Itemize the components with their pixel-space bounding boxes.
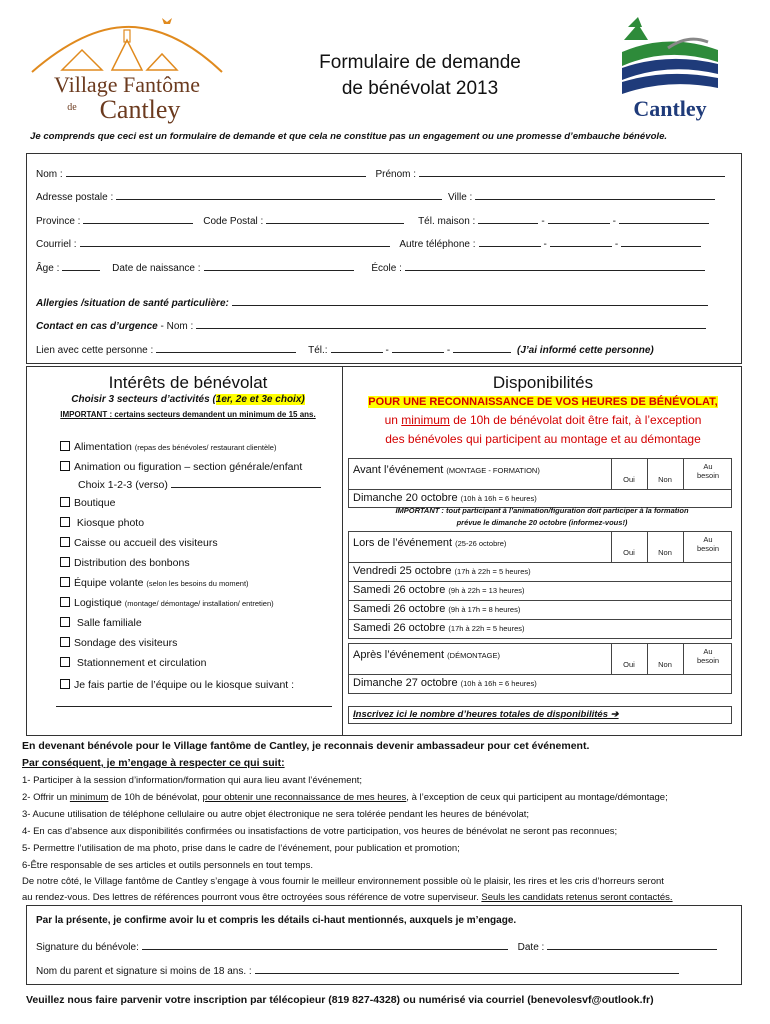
item2-minimum: minimum [69,792,109,803]
important-note-line-2: prévue le dimanche 20 octobre (informez-vous!) [456,518,628,527]
field-province[interactable] [83,214,193,224]
label-prenom: Prénom : [375,169,417,180]
label-date-naissance: Date de naissance : [112,263,201,274]
form-title [300,50,540,102]
row-age [36,261,708,274]
sector-boutique[interactable] [60,497,115,509]
table-lors-header [349,532,731,562]
label-parent: Nom du parent et signature si moins de 18 ans. : [36,966,252,977]
dispo-title: Disponibilités [492,373,594,392]
table-row [349,674,731,693]
footer-instructions: Veuillez nous faire parvenir votre inscription par télécopieur (819 827-4328) ou numérisé via courriel (benevolesvf@outlook.fr) [26,994,654,1006]
field-autre-tel-3[interactable] [621,237,701,247]
field-parent[interactable] [255,964,679,974]
field-tel-contact-1[interactable] [331,343,383,353]
cantley-municipal-logo [608,12,728,124]
field-date[interactable] [547,940,717,950]
field-ville[interactable] [475,190,715,200]
sector-label: Boutique [74,497,116,509]
total-hours-label: Inscrivez ici le nombre d’heures totales de disponibilités ➔ [353,709,619,720]
important-age-note: IMPORTANT : certains secteurs demandent un minimum de 15 ans. [60,410,316,419]
checkbox[interactable] [60,497,70,507]
sector-logistique[interactable] [60,597,274,609]
logo-text-cantley-right: Cantley [633,96,707,121]
sector-equipe-volante[interactable] [60,577,249,589]
label-code-postal: Code Postal : [203,216,264,227]
sector-note: (selon les besoins du moment) [146,579,249,588]
dispo-sub-pre: un [384,413,402,427]
sector-caisse[interactable] [60,537,218,549]
field-tel-contact-3[interactable] [453,343,511,353]
row-note: (10h à 16h = 6 heures) [460,679,537,688]
field-autre-tel-2[interactable] [550,237,612,247]
row-allergies [36,296,711,309]
avant-note: (MONTAGE - FORMATION) [446,466,540,475]
col-besoin: besoin [696,471,720,480]
table-apres-header [349,644,731,674]
sector-note: (repas des bénévoles/ restaurant clientèle) [134,443,277,452]
col-oui: Oui [623,548,635,557]
table-row [349,619,731,638]
dispo-sub-line-1 [350,411,736,430]
checkbox[interactable] [60,577,70,587]
field-lien[interactable] [156,343,296,353]
choix-label: Choix 1-2-3 (verso) [78,479,168,491]
field-choix[interactable] [171,478,321,488]
label-ecole: École : [371,263,402,274]
dispo-sub-line-2: des bénévoles qui participent au montage et au démontage [385,432,701,446]
row-nom [36,167,728,180]
sector-bonbons[interactable] [60,557,190,569]
checkbox[interactable] [60,637,70,647]
title-line-1: Formulaire de demande [319,52,521,73]
row-province [36,214,712,227]
row-adresse [36,190,718,203]
row-label [353,584,525,596]
checkbox[interactable] [60,461,70,471]
col-au-besoin [683,462,733,480]
label-allergies: Allergies /situation de santé particulière: [36,298,229,309]
engagement-note-2 [22,892,673,903]
engagement-intro: En devenant bénévole pour le Village fantôme de Cantley, je reconnais devenir ambassadeur pour cet événement. [22,740,590,752]
important-formation-note [350,505,734,529]
table-avant-header [349,459,731,489]
engagement-item-3: 3- Aucune utilisation de téléphone cellulaire ou autre objet électronique ne sera tolérée pendant les heures de bénévolat; [22,809,530,820]
logo-text-village: Village Fantôme [54,72,200,97]
sector-label: Stationnement et circulation [74,657,207,669]
sector-label: Sondage des visiteurs [74,637,178,649]
field-tel-contact-2[interactable] [392,343,444,353]
label-nom: Nom : [36,169,63,180]
col-non: Non [658,475,672,484]
field-adresse[interactable] [116,190,442,200]
checkbox[interactable] [60,617,70,627]
interets-title: Intérêts de bénévolat [108,373,268,392]
sector-salle-familiale[interactable] [60,617,142,629]
table-avant [348,458,732,508]
note2-a: au rendez-vous. Des lettres de références pourront vous être octroyées sous référence de votre superviseur. [22,892,482,903]
dash: - [612,216,617,227]
label-tel-maison: Tél. maison : [418,216,476,227]
field-allergies[interactable] [232,296,708,306]
row-note: (9h à 22h = 13 heures) [448,586,525,595]
dash: - [541,216,545,227]
label-tel-contact: Tél.: [308,345,328,356]
apres-note: (DÉMONTAGE) [447,651,500,660]
checkbox[interactable] [60,657,70,667]
field-courriel[interactable] [80,237,390,247]
village-fantome-logo [22,10,232,128]
sector-label: Je fais partie de l’équipe ou le kiosque suivant : [74,679,295,691]
label-signature: Signature du bénévole: [36,942,139,953]
logo-text-cantley: Cantley [99,95,181,124]
dash: - [614,239,619,250]
label-ville: Ville : [448,192,473,203]
checkbox[interactable] [60,679,70,689]
sector-label: Distribution des bonbons [74,557,190,569]
field-age[interactable] [62,261,100,271]
dash: - [543,239,547,250]
apres-label [353,649,500,661]
field-autre-tel-1[interactable] [479,237,541,247]
engagement-note-1: De notre côté, le Village fantôme de Cantley s’engage à vous fournir le meilleur environnement possible où le plaisir, les rires et les cris d’horreurs seront [22,876,664,887]
checkbox[interactable] [60,597,70,607]
col-au: Au [703,462,713,471]
dispo-sub-minimum: minimum [401,413,450,427]
sector-stationnement[interactable] [60,657,207,669]
sector-note: (montage/ démontage/ installation/ entretien) [124,599,274,608]
sector-label: Équipe volante [74,577,144,589]
sector-label: Kiosque photo [74,517,145,529]
apres-title: Après l’événement [353,649,445,661]
row-day: Vendredi 25 octobre [353,565,452,577]
sector-kiosque-photo[interactable] [60,517,144,529]
label-adresse: Adresse postale : [36,192,114,203]
choisir-text: Choisir 3 secteurs d’activités ( [71,394,216,405]
row-day: Samedi 26 octobre [353,584,446,596]
dispo-sub-post: de 10h de bénévolat doit être fait, à l’exception [449,413,702,427]
col-besoin: besoin [696,656,720,665]
field-tel-maison-1[interactable] [478,214,538,224]
label-contact-nom: - Nom : [160,321,194,332]
confirm-text: Par la présente, je confirme avoir lu et compris les détails ci-haut mentionnés, auxquels je m’engage. [36,915,517,926]
label-age: Âge : [36,263,60,274]
col-non: Non [658,548,672,557]
label-informe: (J’ai informé cette personne) [517,345,654,356]
row-day: Dimanche 20 octobre [353,492,458,504]
col-au-besoin [683,647,733,665]
dispo-minimum-note [350,411,736,449]
row-label [353,565,531,577]
engagement-item-4: 4- En cas d’absence aux disponibilités confirmées ou insatisfactions de votre participation, vos heures de bénévolat ne seront pas reconnues; [22,826,618,837]
note2-contactes: Seuls les candidats retenus seront contactés. [481,892,673,903]
sector-animation[interactable] [60,461,302,473]
field-date-naissance[interactable] [204,261,354,271]
column-divider [342,366,343,736]
field-prenom[interactable] [419,167,725,177]
col-oui: Oui [623,475,635,484]
dispo-reconnaissance-heading [350,395,736,410]
sector-label: Animation ou figuration – section générale/enfant [74,461,303,473]
row-note: (17h à 22h = 5 heures) [454,567,531,576]
label-courriel: Courriel : [36,239,77,250]
field-tel-maison-3[interactable] [619,214,709,224]
row-label [353,622,525,634]
choix-line [78,478,324,491]
field-nom[interactable] [66,167,366,177]
item2-b: de 10h de bénévolat, [108,792,203,803]
col-besoin: besoin [696,544,720,553]
table-lors [348,531,732,639]
engagement-heading: Par conséquent, je m’engage à respecter ce qui suit: [22,757,285,769]
checkbox[interactable] [60,557,70,567]
important-note-line-1: IMPORTANT : tout participant à l’animation/figuration doit participer à la formation [395,506,689,515]
label-contact: Contact en cas d’urgence [36,321,158,332]
row-day: Dimanche 27 octobre [353,677,458,689]
row-label [353,492,537,504]
dash: - [385,345,389,356]
table-row [349,562,731,581]
row-signature [36,940,720,953]
field-equipe-kiosque[interactable] [56,706,332,707]
personal-info-box [26,153,742,364]
title-line-2: de bénévolat 2013 [341,78,499,99]
lors-label [353,537,506,549]
row-label [353,677,537,689]
row-label [353,603,520,615]
avant-title: Avant l’événement [353,464,444,476]
sector-label: Caisse ou accueil des visiteurs [74,537,218,549]
row-note: (17h à 22h = 5 heures) [448,624,525,633]
checkbox[interactable] [60,537,70,547]
engagement-item-1: 1- Participer à la session d’information/formation qui aura lieu avant l’événement; [22,775,363,786]
field-signature[interactable] [142,940,508,950]
row-day: Samedi 26 octobre [353,622,446,634]
label-autre-tel: Autre téléphone : [399,239,476,250]
col-non: Non [658,660,672,669]
field-code-postal[interactable] [266,214,404,224]
sector-label: Logistique [74,597,122,609]
row-note: (9h à 17h = 8 heures) [448,605,521,614]
engagement-item-2 [22,792,668,803]
label-lien: Lien avec cette personne : [36,345,154,356]
dispo-head-text: POUR UNE RECONNAISSANCE DE VOS HEURES DE BÉNÉVOLAT, [368,396,718,408]
row-contact [36,319,709,332]
logo-text-de: de [67,102,77,113]
row-note: (10h à 16h = 6 heures) [460,494,537,503]
label-province: Province : [36,216,81,227]
sector-label: Alimentation [74,441,132,453]
row-parent [36,964,682,977]
field-contact-nom[interactable] [196,319,706,329]
col-au: Au [703,535,713,544]
choisir-highlight: 1er, 2e et 3e choix) [215,394,305,405]
disclaimer: Je comprends que ceci est un formulaire de demande et que cela ne constitue pas un engagement ou une promesse d’embauche bénévole. [30,131,668,142]
choisir-instruction [40,394,336,405]
sector-equipe-kiosque[interactable] [60,679,294,691]
checkbox[interactable] [60,517,70,527]
item2-a: 2- Offrir un [22,792,70,803]
dash: - [446,345,451,356]
lors-note: (25-26 octobre) [455,539,507,548]
engagement-item-5: 5- Permettre l’utilisation de ma photo, prise dans le cadre de l’événement, pour publication et promotion; [22,843,460,854]
total-hours-field[interactable] [348,706,732,724]
table-row [349,600,731,619]
sector-sondage[interactable] [60,637,177,649]
label-date: Date : [517,942,545,953]
field-tel-maison-2[interactable] [548,214,610,224]
row-courriel [36,237,704,250]
sector-label: Salle familiale [74,617,142,629]
item2-reconnaissance: pour obtenir une reconnaissance de mes heures [202,792,407,803]
sector-alimentation[interactable] [60,441,276,453]
row-lien [36,343,654,356]
item2-c: , à l’exception de ceux qui participent au montage/démontage; [406,792,668,803]
col-au-besoin [683,535,733,553]
table-row [349,581,731,600]
col-au: Au [703,647,713,656]
field-ecole[interactable] [405,261,705,271]
col-oui: Oui [623,660,635,669]
table-apres [348,643,732,694]
lors-title: Lors de l’événement [353,537,453,549]
row-day: Samedi 26 octobre [353,603,446,615]
engagement-item-6: 6-Être responsable de ses articles et outils personnels en tout temps. [22,860,313,871]
avant-label [353,464,540,476]
checkbox[interactable] [60,441,70,451]
